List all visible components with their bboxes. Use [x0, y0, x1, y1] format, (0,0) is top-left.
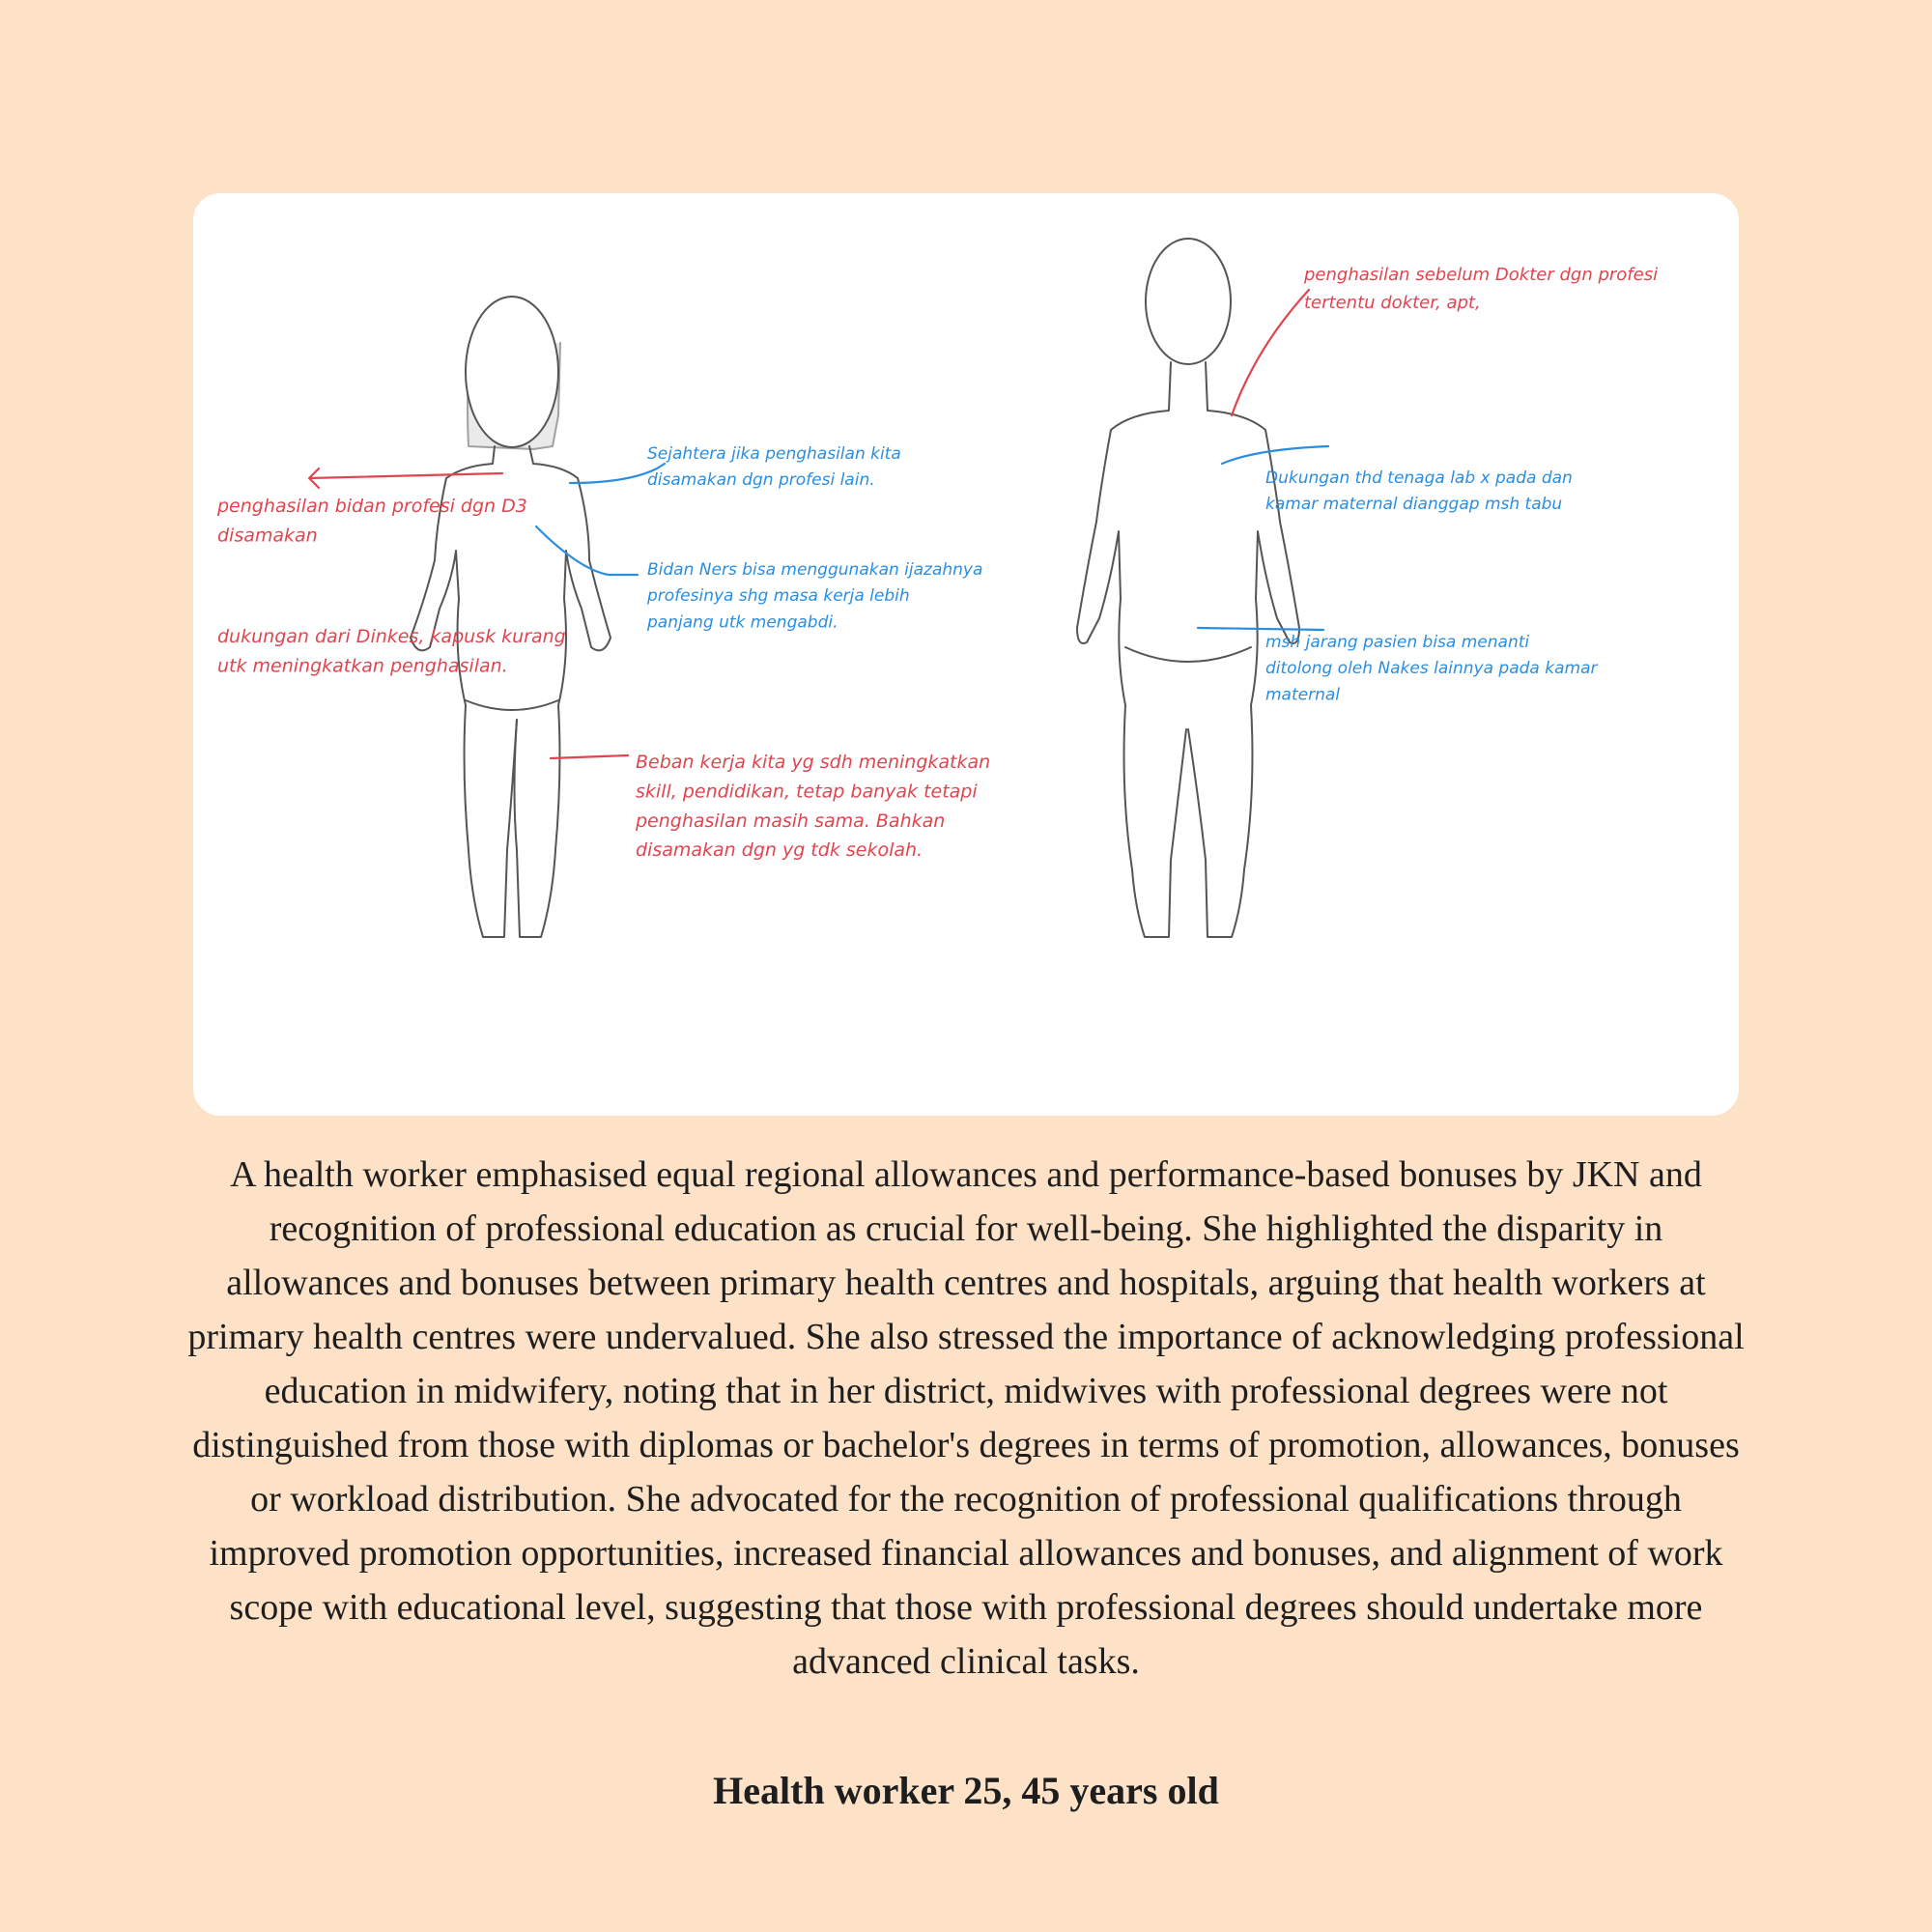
- red-note-1: penghasilan bidan profesi dgn D3 disamakan: [217, 496, 527, 547]
- red-note-3: Beban kerja kita yg sdh meningkatkan skill, pendidikan, tetap banyak tetapi penghasilan masih sama. Bahkan disamakan dgn yg tdk sekolah.: [636, 752, 991, 862]
- male-head: [1146, 239, 1231, 364]
- sketch-card: [193, 193, 1739, 1116]
- male-figure: [1077, 239, 1299, 937]
- description-paragraph: A health worker emphasised equal regional allowances and performance-based bonuses by JKN and recognition of professional education as crucial for well-being. She highlighted the disparity in allowances and bonuses between primary health centres and hospitals, arguing that health workers at primary health centres were undervalued. She also stressed the importance of acknowledging professional education in midwifery, noting that in her district, midwives with professional degrees were not distinguished from those with diplomas or bachelor's degrees in terms of promotion, allowances, bonuses or workload distribution. She advocated for the recognition of professional qualifications through improved promotion opportunities, increased financial allowances and bonuses, and alignment of work scope with educational level, suggesting that those with professional degrees should undertake more advanced clinical tasks.: [187, 1154, 1745, 1682]
- blue-note-1: Sejahtera jika penghasilan kita disamakan dgn profesi lain.: [647, 444, 901, 491]
- blue-note-4: msh jarang pasien bisa menanti ditolong oleh Nakes lainnya pada kamar maternal: [1265, 633, 1598, 705]
- female-head: [466, 297, 558, 447]
- blue-note-3: Dukungan thd tenaga lab x pada dan kamar maternal dianggap msh tabu: [1265, 469, 1573, 515]
- female-figure: [411, 297, 611, 937]
- red-note-4: penghasilan sebelum Dokter dgn profesi tertentu dokter, apt,: [1304, 265, 1659, 313]
- red-note-2: dukungan dari Dinkes, kapusk kurang utk meningkatkan penghasilan.: [217, 626, 566, 677]
- attribution-caption: Health worker 25, 45 years old: [713, 1769, 1219, 1812]
- blue-note-2: Bidan Ners bisa menggunakan ijazahnya profesinya shg masa kerja lebih panjang utk mengabdi.: [647, 560, 983, 633]
- red-arrows: [309, 290, 1309, 758]
- body-map-sketch: [193, 193, 1739, 1116]
